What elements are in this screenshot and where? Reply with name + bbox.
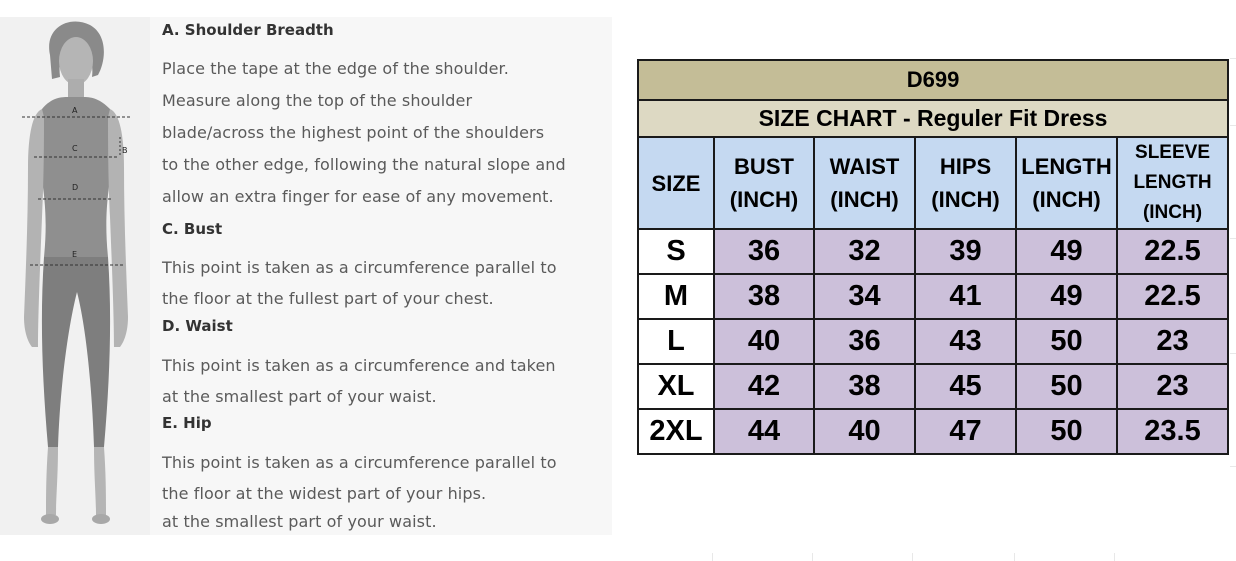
size-cell: L	[638, 319, 714, 364]
hip-text-line: at the smallest part of your waist.	[162, 512, 437, 531]
bust-cell: 40	[714, 319, 814, 364]
length-cell: 50	[1016, 364, 1117, 409]
size-cell: S	[638, 229, 714, 274]
table-row	[638, 364, 1228, 409]
bust-text-line: This point is taken as a circumference parallel to	[162, 258, 557, 277]
length-cell: 49	[1016, 274, 1117, 319]
hips-cell: 39	[915, 229, 1016, 274]
header-sleeve-label-2: LENGTH	[1133, 172, 1212, 193]
figure-label-d: D	[72, 183, 79, 192]
figure-label-b: B	[122, 146, 128, 155]
waist-cell: 34	[814, 274, 915, 319]
hips-cell: 45	[915, 364, 1016, 409]
hip-heading: E. Hip	[162, 414, 212, 432]
header-size	[638, 137, 714, 229]
shoulder-breadth-text-line: Place the tape at the edge of the shoulder.	[162, 59, 509, 78]
header-bust-unit: (INCH)	[729, 187, 799, 212]
header-size-label: SIZE	[651, 170, 701, 196]
header-hips	[915, 137, 1016, 229]
header-waist	[814, 137, 915, 229]
header-sleeve-label: SLEEVE	[1135, 142, 1210, 163]
shoulder-breadth-text-line: to the other edge, following the natural slope and	[162, 155, 566, 174]
table-row	[638, 229, 1228, 274]
table-row	[638, 274, 1228, 319]
shoulder-breadth-text-line: blade/across the highest point of the shoulders	[162, 123, 545, 142]
hips-cell: 43	[915, 319, 1016, 364]
length-cell: 50	[1016, 409, 1117, 454]
bust-cell: 42	[714, 364, 814, 409]
hips-cell: 41	[915, 274, 1016, 319]
hip-text-line: This point is taken as a circumference parallel to	[162, 453, 557, 472]
header-waist-unit: (INCH)	[830, 187, 899, 212]
chart-title: D699	[638, 60, 1228, 100]
figure-label-e: E	[72, 250, 78, 259]
bust-cell: 38	[714, 274, 814, 319]
header-waist-label: WAIST	[829, 154, 900, 179]
size-cell: M	[638, 274, 714, 319]
table-row	[638, 409, 1228, 454]
header-hips-unit: (INCH)	[931, 187, 1000, 212]
waist-cell: 38	[814, 364, 915, 409]
waist-cell: 36	[814, 319, 915, 364]
sleeve-length-cell: 23	[1117, 364, 1228, 409]
bust-heading: C. Bust	[162, 220, 223, 238]
size-cell: XL	[638, 364, 714, 409]
figure-label-c: C	[72, 144, 78, 153]
header-bust	[714, 137, 814, 229]
bust-cell: 44	[714, 409, 814, 454]
header-sleeve-unit: (INCH)	[1142, 202, 1203, 223]
header-bust-label: BUST	[734, 154, 794, 179]
bust-text-line: the floor at the fullest part of your chest.	[162, 289, 494, 308]
waist-text-line: at the smallest part of your waist.	[162, 387, 437, 406]
header-length-unit: (INCH)	[1032, 187, 1101, 212]
shoulder-breadth-text-line: Measure along the top of the shoulder	[162, 91, 473, 110]
sleeve-length-cell: 23	[1117, 319, 1228, 364]
sleeve-length-cell: 22.5	[1117, 274, 1228, 319]
header-hips-label: HIPS	[939, 154, 992, 179]
shoulder-breadth-text-line: allow an extra finger for ease of any movement.	[162, 187, 554, 206]
size-cell: 2XL	[638, 409, 714, 454]
header-length	[1016, 137, 1117, 229]
waist-cell: 40	[814, 409, 915, 454]
hip-text-line: the floor at the widest part of your hips.	[162, 484, 487, 503]
measurement-guide	[0, 17, 612, 535]
header-sleeve-length	[1117, 137, 1228, 229]
figure-label-a: A	[72, 106, 78, 115]
waist-heading: D. Waist	[162, 317, 233, 335]
body-figure-illustration	[0, 17, 150, 535]
sleeve-length-cell: 23.5	[1117, 409, 1228, 454]
size-chart-table	[637, 59, 1229, 455]
body-figure-panel	[0, 17, 150, 535]
length-cell: 50	[1016, 319, 1117, 364]
hips-cell: 47	[915, 409, 1016, 454]
header-length-label: LENGTH	[1021, 154, 1112, 179]
sleeve-length-cell: 22.5	[1117, 229, 1228, 274]
shoulder-breadth-heading: A. Shoulder Breadth	[162, 21, 334, 39]
table-row	[638, 319, 1228, 364]
bust-cell: 36	[714, 229, 814, 274]
waist-text-line: This point is taken as a circumference and taken	[162, 356, 556, 375]
chart-subtitle: SIZE CHART - Reguler Fit Dress	[638, 100, 1228, 137]
length-cell: 49	[1016, 229, 1117, 274]
waist-cell: 32	[814, 229, 915, 274]
